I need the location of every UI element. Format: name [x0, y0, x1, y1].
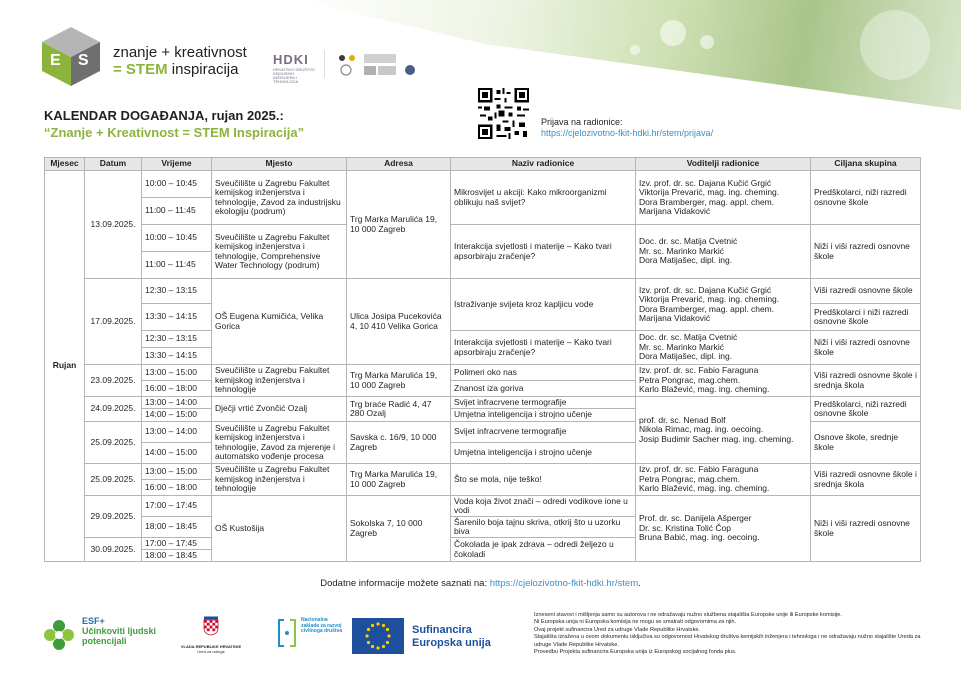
- time-cell: 13:30 – 14:15: [142, 348, 212, 365]
- workshop-cell: Istraživanje svijeta kroz kapljicu vode: [451, 279, 636, 331]
- workshop-cell: Polimeri oko nas: [451, 365, 636, 381]
- more-info-end: .: [638, 578, 641, 589]
- vlada-logo: [178, 616, 244, 654]
- logo-line-1: znanje + kreativnost: [113, 44, 247, 61]
- workshop-cell: Znanost iza goriva: [451, 381, 636, 397]
- eu-line-1: Sufinancira: [412, 624, 472, 636]
- page-title: KALENDAR DOGAĐANJA, rujan 2025.:: [44, 108, 284, 123]
- place-cell: Sveučilište u Zagrebu Fakultet kemijskog inženjerstva i tehnologije: [212, 365, 347, 397]
- header-target: Ciljana skupina: [811, 158, 921, 171]
- time-cell: 14:00 – 15:00: [142, 409, 212, 422]
- target-cell: Predškolarci, niži razredi osnovne škole: [811, 397, 921, 422]
- leaders-cell: [636, 496, 811, 562]
- leaders-cell: [636, 331, 811, 365]
- target-cell: Viši razredi osnovne škole i srednja škola: [811, 365, 921, 397]
- leaders-cell: [636, 464, 811, 496]
- workshop-cell: Umjetna inteligencija i strojno učenje: [451, 409, 636, 422]
- workshop-cell: Svijet infracrvene termografije: [451, 397, 636, 409]
- header-leaders: Voditelji radionice: [636, 158, 811, 171]
- target-cell: Viši razredi osnovne škole: [811, 279, 921, 304]
- time-cell: 18:00 – 18:45: [142, 550, 212, 562]
- header-month: Mjesec: [45, 158, 85, 171]
- time-cell: 13:00 – 15:00: [142, 464, 212, 480]
- table-row: [45, 331, 921, 348]
- registration-label: Prijava na radionice:: [541, 117, 623, 127]
- page-subtitle: “Znanje + Kreativnost = STEM Inspiracija”: [44, 125, 305, 140]
- time-cell: 10:00 – 10:45: [142, 225, 212, 252]
- eu-line-2: Europska unija: [412, 637, 491, 649]
- leaders-cell: [636, 279, 811, 331]
- address-cell: Savska c. 16/9, 10 000 Zagreb: [347, 422, 451, 464]
- registration-info: [541, 117, 713, 139]
- table-row: [45, 279, 921, 304]
- footer: [0, 598, 961, 682]
- time-cell: 13:00 – 15:00: [142, 365, 212, 381]
- table-header-row: [45, 158, 921, 171]
- partner-logos-icon: [324, 50, 419, 78]
- address-cell: Trg Marka Marulića 19, 10 000 Zagreb: [347, 365, 451, 397]
- leaders-cell: [636, 397, 811, 464]
- date-cell: 17.09.2025.: [85, 279, 142, 365]
- address-cell: Trg Marka Marulića 19, 10 000 Zagreb: [347, 464, 451, 496]
- place-cell: Sveučilište u Zagrebu Fakultet kemijskog inženjerstva i tehnologije: [212, 464, 347, 496]
- date-cell: 23.09.2025.: [85, 365, 142, 397]
- date-cell: 30.09.2025.: [85, 538, 142, 562]
- leaders-text: Izv. prof. dr. sc. Dajana Kučić Grgić Viktorija Prevarić, mag. ing. cheming. Dora Bramberger, mag. appl. chem. Marijana Vidaković: [639, 177, 780, 216]
- time-cell: 16:00 – 18:00: [142, 381, 212, 397]
- target-cell: Predškolarci i niži razredi osnovne škole: [811, 304, 921, 331]
- time-cell: 17:00 – 17:45: [142, 496, 212, 517]
- qr-code-icon[interactable]: [478, 88, 529, 139]
- workshop-cell: Mikrosvijet u akciji: Kako mikroorganizmi oblikuju naš svijet?: [451, 171, 636, 225]
- table-row: [45, 171, 921, 198]
- leaders-text: Izv. prof. dr. sc. Fabio Faraguna Petra Pongrac, mag.chem. Karlo Blažević, mag. ing. cheming.: [639, 464, 770, 494]
- time-cell: 17:00 – 17:45: [142, 538, 212, 550]
- croatian-coat-of-arms-icon: [203, 616, 219, 636]
- leaders-cell: [636, 225, 811, 279]
- stem-logo-text: [113, 44, 247, 78]
- eu-logo: [352, 618, 502, 654]
- workshop-cell: Interakcija svjetlosti i materije – Kako tvari apsorbiraju zračenje?: [451, 225, 636, 279]
- time-cell: 10:00 – 10:45: [142, 171, 212, 198]
- time-cell: 13:00 – 14:00: [142, 422, 212, 443]
- disclaimer-line: Stajališta izražena u ovom dokumentu isključiva su odgovornost Hrvatskog društva kemijskih inženjera i tehnologa i ne odražavaju nužno stajalište Ureda za udruge Vlade Republike Hrvatske.: [534, 634, 921, 648]
- vlada-line-1: VLADA REPUBLIKE HRVATSKE: [180, 644, 242, 649]
- disclaimer-line: Ovaj projekt sufinancira Ured za udruge Vlade Republike Hrvatske.: [534, 626, 701, 633]
- eu-flag-icon: [352, 618, 404, 654]
- eu-text: [412, 624, 491, 650]
- month-cell: Rujan: [45, 171, 85, 562]
- more-info-text: Dodatne informacije možete saznati na:: [320, 578, 490, 589]
- workshop-cell: Što se mola, nije teško!: [451, 464, 636, 496]
- logo-line-2-eq: = STEM: [113, 61, 168, 78]
- date-cell: 24.09.2025.: [85, 397, 142, 422]
- workshop-cell: Šarenilo boja tajnu skriva, otkrij što u uzorku biva: [451, 517, 636, 538]
- time-cell: 12:30 – 13:15: [142, 331, 212, 348]
- table-row: [45, 225, 921, 252]
- leaders-text: Izv. prof. dr. sc. Fabio Faraguna Petra Pongrac, mag.chem. Karlo Blažević, mag. ing. cheming.: [639, 365, 770, 395]
- logo-line-2: [113, 61, 247, 78]
- leaders-cell: [636, 365, 811, 397]
- leaders-cell: [636, 171, 811, 225]
- disclaimer-line: Provedbu Projekta sufinancira Europska unija iz Europskog socijalnog fonda plus.: [534, 649, 737, 656]
- leaders-text: Izv. prof. dr. sc. Dajana Kučić Grgić Viktorija Prevarić, mag. ing. cheming. Dora Bramberger, mag. appl. chem. Marijana Vidaković: [639, 284, 780, 323]
- workshop-cell: Umjetna inteligencija i strojno učenje: [451, 443, 636, 464]
- place-cell: OŠ Eugena Kumičića, Velika Gorica: [212, 279, 347, 365]
- date-cell: 25.09.2025.: [85, 422, 142, 464]
- zaklada-text: Nacionalna zaklada za razvoj civilnoga društva: [301, 617, 343, 634]
- target-cell: Viši razredi osnovne škole i srednja škola: [811, 464, 921, 496]
- header-address: Adresa: [347, 158, 451, 171]
- time-cell: 14:00 – 15:00: [142, 443, 212, 464]
- esf-flower-icon: [42, 618, 76, 652]
- table-row: [45, 397, 921, 409]
- leaders-text: Doc. dr. sc. Matija Cvetnić Mr. sc. Marinko Markić Dora Matijašec, dipl. ing.: [639, 236, 738, 266]
- leaders-text: prof. dr. sc. Nenad Bolf Nikola Rimac, mag. ing. oecoing. Josip Budimir Sacher mag. ing. cheming.: [639, 414, 794, 444]
- registration-link[interactable]: https://cjelozivotno-fkit-hdki.hr/stem/prijava/: [541, 128, 714, 138]
- target-cell: Predškolarci, niži razredi osnovne škole: [811, 171, 921, 225]
- esf-mid: Učinkoviti ljudski: [82, 626, 157, 636]
- time-cell: 12:30 – 13:15: [142, 279, 212, 304]
- time-cell: 18:00 – 18:45: [142, 517, 212, 538]
- hdki-abbr: HDKI: [273, 52, 309, 67]
- leaders-text: Doc. dr. sc. Matija Cvetnić Mr. sc. Marinko Markić Dora Matijašec, dipl. ing.: [639, 332, 738, 362]
- date-cell: 25.09.2025.: [85, 464, 142, 496]
- table-row: [45, 496, 921, 517]
- time-cell: 11:00 – 11:45: [142, 198, 212, 225]
- stem-logo-icon: [40, 25, 102, 87]
- address-cell: Trg Marka Marulića 19, 10 000 Zagreb: [347, 171, 451, 279]
- esf-top: ESF+: [82, 616, 105, 626]
- hdki-name: HRVATSKO DRUŠTVO KEMIJSKIH INŽENJERA I TEHNOLOGA: [273, 67, 316, 84]
- target-cell: Niži i viši razredi osnovne škole: [811, 331, 921, 365]
- header-workshop: Naziv radionice: [451, 158, 636, 171]
- disclaimer-line: Izneseni stavovi i mišljenja samo su autorova i ne odražavaju nužno službena stajališta Europske unije ili Europske komisije.: [534, 612, 842, 618]
- place-cell: Sveučilište u Zagrebu Fakultet kemijskog inženjerstva i tehnologije, Comprehensive Water Technology (podrum): [212, 225, 347, 279]
- target-cell: Niži i viši razredi osnovne škole: [811, 496, 921, 562]
- address-cell: Ulica Josipa Pucekovića 4, 10 410 Velika Gorica: [347, 279, 451, 365]
- address-cell: Sokolska 7, 10 000 Zagreb: [347, 496, 451, 562]
- time-cell: 13:30 – 14:15: [142, 304, 212, 331]
- table-row: [45, 464, 921, 480]
- header-date: Datum: [85, 158, 142, 171]
- date-cell: 29.09.2025.: [85, 496, 142, 538]
- workshop-cell: Voda koja život znači – odredi vodikove ione u vodi: [451, 496, 636, 517]
- svg-text:E: E: [50, 52, 61, 69]
- address-cell: Trg braće Radić 4, 47 280 Ozalj: [347, 397, 451, 422]
- events-table: [44, 157, 921, 562]
- more-info: [0, 578, 961, 589]
- hdki-logo: [273, 52, 317, 84]
- time-cell: 16:00 – 18:00: [142, 480, 212, 496]
- zaklada-bracket-icon: [277, 618, 297, 648]
- date-cell: 13.09.2025.: [85, 171, 142, 279]
- vlada-line-2: Ured za udruge: [197, 649, 225, 654]
- logo-line-2-rest: inspiracija: [167, 61, 239, 78]
- disclaimer: [534, 612, 934, 656]
- place-cell: OŠ Kustošija: [212, 496, 347, 562]
- vlada-text: [178, 644, 244, 654]
- time-cell: 13:00 – 14:00: [142, 397, 212, 409]
- place-cell: Sveučilište u Zagrebu Fakultet kemijskog inženjerstva i tehnologije, Zavod za mjerenje i automatsko vođenje procesa: [212, 422, 347, 464]
- disclaimer-line: Ni Europska unija ni Europska komisija ne mogu se smatrati odgovornima za njih.: [534, 619, 737, 626]
- more-info-link[interactable]: https://cjelozivotno-fkit-hdki.hr/stem: [489, 578, 639, 589]
- header-time: Vrijeme: [142, 158, 212, 171]
- esf-text: [82, 616, 182, 646]
- workshop-cell: Svijet infracrvene termografije: [451, 422, 636, 443]
- workshop-cell: Interakcija svjetlosti i materije – Kako tvari apsorbiraju zračenje?: [451, 331, 636, 365]
- esf-bottom: potencijali: [82, 636, 127, 646]
- time-cell: 11:00 – 11:45: [142, 252, 212, 279]
- place-cell: Sveučilište u Zagrebu Fakultet kemijskog inženjerstva i tehnologije, Zavod za industrijsku ekologiju (podrum): [212, 171, 347, 225]
- leaders-text: Prof. dr. sc. Danijela Ašperger Dr. sc. Kristina Tolić Čop Bruna Babić, mag. ing. oecoing.: [639, 513, 760, 543]
- workshop-cell: Čokolada je ipak zdrava – odredi željezo u čokoladi: [451, 538, 636, 562]
- table-row: [45, 365, 921, 381]
- target-cell: Niži i viši razredi osnovne škole: [811, 225, 921, 279]
- header-place: Mjesto: [212, 158, 347, 171]
- place-cell: Dječji vrtić Zvončić Ozalj: [212, 397, 347, 422]
- target-cell: Osnove škole, srednje škole: [811, 422, 921, 464]
- svg-text:S: S: [78, 52, 89, 69]
